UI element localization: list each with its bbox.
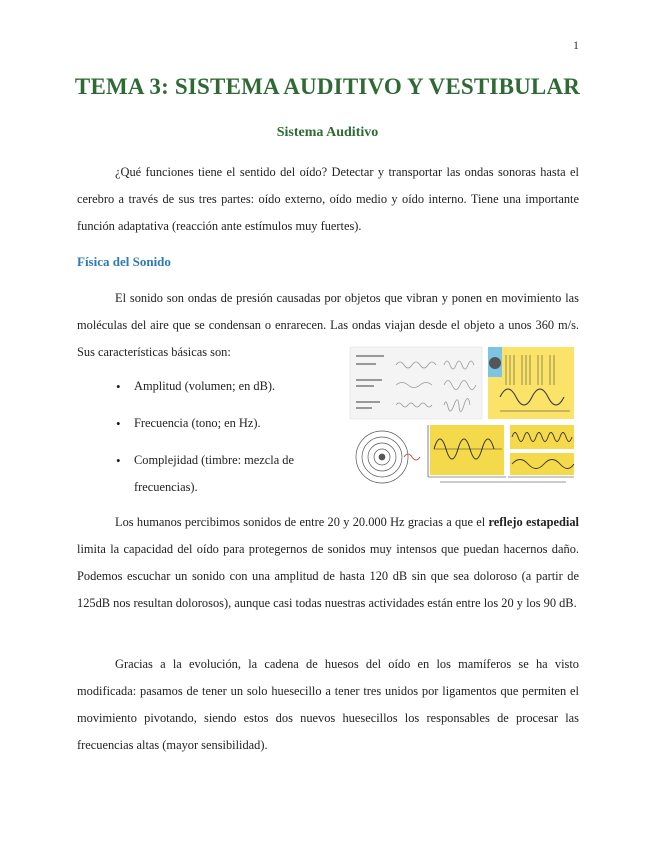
humanos-paragraph [77, 509, 579, 617]
ear-icon [489, 357, 501, 369]
humanos-text-before: Los humanos percibimos sonidos de entre 20 y 20.000 Hz gracias a que el [115, 515, 489, 529]
amplitude-panel [430, 425, 504, 475]
page-number: 1 [573, 38, 579, 52]
frequency-panel-bottom [510, 453, 574, 475]
characteristics-list [112, 373, 342, 501]
section-heading-fisica: Física del Sonido [77, 254, 171, 269]
humanos-text-after: limita la capacidad del oído para protegernos de sonidos muy intensos que puedan hacernos daño. Podemos escuchar un sonido con una amplitud de hasta 120 dB sin que sea doloroso (a partir de 125dB nos resultan dolorosos), aunque casi todas nuestras actividades están entre los 20 y los 90 dB. [77, 542, 579, 610]
evolucion-paragraph: Gracias a la evolución, la cadena de huesos del oído en los mamíferos se ha visto modificada: pasamos de tener un solo huesecillo a tener tres unidos por ligamentos que permiten el movimiento pivotando, siendo estos dos nuevos huesecillos los responsables de procesar las frecuencias altas (mayor sensibilidad). [77, 657, 579, 752]
concentric-circles [356, 431, 408, 483]
list-item: • Frecuencia (tono; en Hz). [112, 410, 342, 437]
document-title: TEMA 3: SISTEMA AUDITIVO Y VESTIBULAR [74, 74, 581, 99]
list-item: • Amplitud (volumen; en dB). [112, 373, 342, 400]
reflejo-estapedial-term: reflejo estapedial [488, 515, 579, 529]
section-subtitle: Sistema Auditivo [276, 125, 379, 140]
list-item: • Complejidad (timbre: mezcla de frecuencias). [112, 447, 342, 501]
intro-paragraph: ¿Qué funciones tiene el sentido del oído? Detectar y transportar las ondas sonoras hasta el cerebro a través de sus tres partes: oído externo, oído medio y oído interno. Tiene una importante función adaptativa (reacción ante estímulos muy fuertes). [77, 165, 579, 233]
sound-wave-figure [348, 345, 576, 487]
sound-wave-diagram [348, 345, 576, 487]
fisica-paragraph: El sonido son ondas de presión causadas por objetos que vibran y ponen en movimiento las moléculas del aire que se condensan o enrarecen. Las ondas viajan desde el objeto a unos 360 m/s. Sus características básicas son: [77, 291, 579, 359]
